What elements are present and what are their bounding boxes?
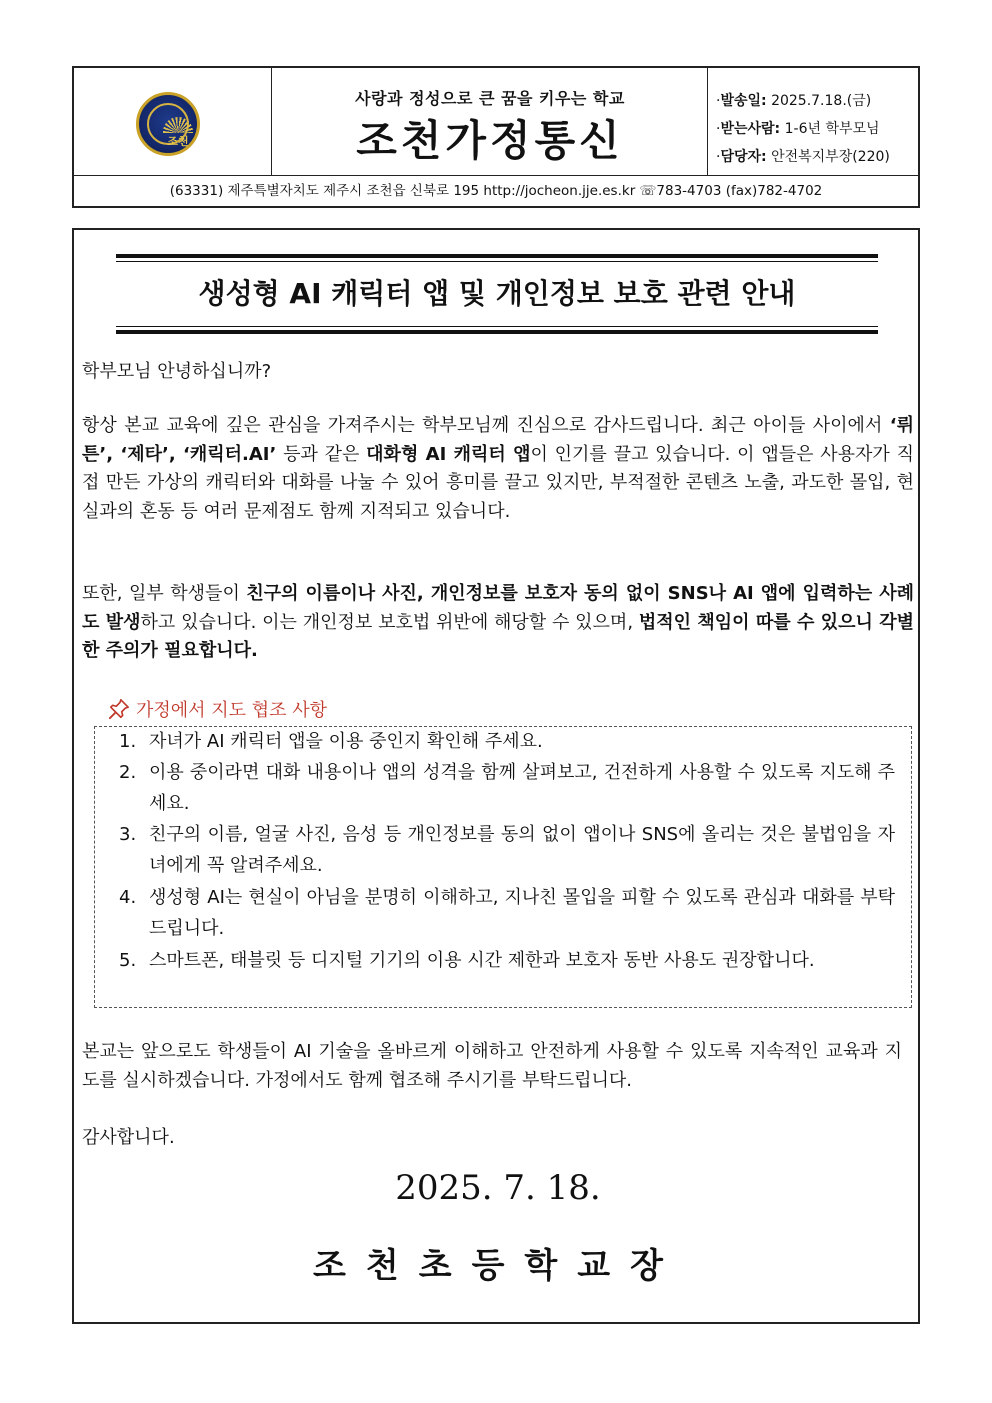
guidance-box: [94, 726, 912, 1008]
item-number: 2.: [119, 762, 137, 783]
item-text: 친구의 이름, 얼굴 사진, 음성 등 개인정보를 동의 없이 앱이나 SNS에 올리는 것은 불법임을 자녀에게 꼭 알려주세요.: [149, 824, 895, 876]
principal-signature: 조천초등학교장: [313, 1246, 683, 1286]
list-item: [119, 819, 895, 881]
meta-value: 2025.7.18.(금): [766, 93, 872, 109]
item-text: 스마트폰, 태블릿 등 디지털 기기의 이용 시간 제한과 보호자 동반 사용도 권장합니다.: [149, 950, 815, 971]
meta-key: 담당자:: [720, 149, 767, 165]
p1-highlight: 대화형 AI 캐릭터 앱: [366, 443, 531, 465]
notice-body: [72, 228, 920, 1324]
item-text: 이용 중이라면 대화 내용이나 앱의 성격을 함께 살펴보고, 건전하게 사용할 수 있도록 지도해 주세요.: [149, 762, 895, 814]
issue-date: 2025. 7. 18.: [395, 1168, 601, 1208]
logo-text: 조천: [167, 135, 189, 148]
meta-cell: [708, 68, 918, 176]
item-text: 자녀가 AI 캐릭터 앱을 이용 중인지 확인해 주세요.: [149, 731, 543, 752]
logo-cell: [74, 68, 272, 176]
meta-issue-date: ·발송일: 2025.7.18.(금): [716, 93, 872, 109]
logo-ring: [147, 103, 189, 148]
paragraph-2: [82, 580, 914, 666]
meta-value: 안전복지부장(220): [766, 149, 890, 165]
list-item: [119, 726, 895, 757]
item-number: 5.: [119, 950, 137, 971]
meta-recipient: ·받는사람: 1-6년 학부모님: [716, 121, 880, 137]
p2-text: 하고 있습니다. 이는 개인정보 보호법 위반에 해당할 수 있으며,: [140, 611, 639, 633]
list-item: [119, 882, 895, 944]
item-number: 1.: [119, 731, 137, 752]
list-item: [119, 757, 895, 819]
p2-warning: 법적인 책임이 따를 수 있으니 각별한 주의가 필요합니다.: [82, 611, 915, 661]
p2-text: 또한, 일부 학생들이: [82, 583, 247, 604]
school-logo: [136, 92, 200, 156]
item-text: 생성형 AI는 현실이 아님을 분명히 이해하고, 지나친 몰입을 피할 수 있도록 관심과 대화를 부탁드립니다.: [149, 887, 895, 939]
p1-text: 항상 본교 교육에 깊은 관심을 가져주시는 학부모님께 진심으로 감사드립니다. 최근 아이들 사이에서: [82, 415, 890, 436]
school-address: (63331) 제주특별자치도 제주시 조천읍 신북로 195 http://jocheon.jje.es.kr ☏783-4703 (fax)782-4702: [169, 183, 823, 199]
closing-paragraph: 본교는 앞으로도 학생들이 AI 기술을 올바르게 이해하고 안전하게 사용할 수 있도록 지속적인 교육과 지도를 실시하겠습니다. 가정에서도 함께 협조해 주시기를 부탁드립니다.: [82, 1041, 902, 1091]
notice-title: 생성형 AI 캐릭터 앱 및 개인정보 보호 관련 안내: [116, 254, 878, 334]
section-title: 가정에서 지도 협조 사항: [136, 700, 328, 721]
p1-app-names: ‘뤼튼’, ‘제타’, ‘캐릭터.AI’: [82, 415, 914, 465]
thanks-line: 감사합니다.: [82, 1127, 175, 1148]
list-item: [119, 945, 895, 976]
greeting: 학부모님 안녕하십니까?: [82, 361, 272, 382]
logo-rays: [163, 117, 193, 133]
meta-key: 받는사람:: [720, 121, 781, 137]
newsletter-title: 조천가정통신: [356, 116, 624, 165]
p1-text: 이 인기를 끌고 있습니다. 이 앱들은 사용자가 직접 만든 가상의 캐릭터와 대화를 나눌 수 있어 흥미를 끌고 있지만, 부적절한 콘텐츠 노출, 과도한 몰입, 현실과의 혼동 등 여러 문제점도 함께 지적되고 있습니다.: [82, 443, 914, 522]
meta-key: 발송일:: [720, 93, 767, 109]
meta-contact: ·담당자: 안전복지부장(220): [716, 149, 890, 165]
section-heading: [108, 696, 327, 722]
meta-value: 1-6년 학부모님: [780, 121, 880, 137]
p2-highlight: 친구의 이름이나 사진, 개인정보를 보호자 동의 없이 SNS나 AI 앱에 입력하는 사례도 발생: [82, 583, 914, 633]
paragraph-1: [82, 412, 914, 526]
pin-icon: [108, 698, 130, 720]
header-top-row: [74, 68, 918, 176]
title-cell: [272, 68, 708, 176]
school-slogan: 사랑과 정성으로 큰 꿈을 키우는 학교: [355, 89, 625, 108]
p1-text: 등과 같은: [276, 443, 367, 465]
item-number: 3.: [119, 824, 137, 845]
item-number: 4.: [119, 887, 137, 908]
newsletter-header: [72, 66, 920, 208]
